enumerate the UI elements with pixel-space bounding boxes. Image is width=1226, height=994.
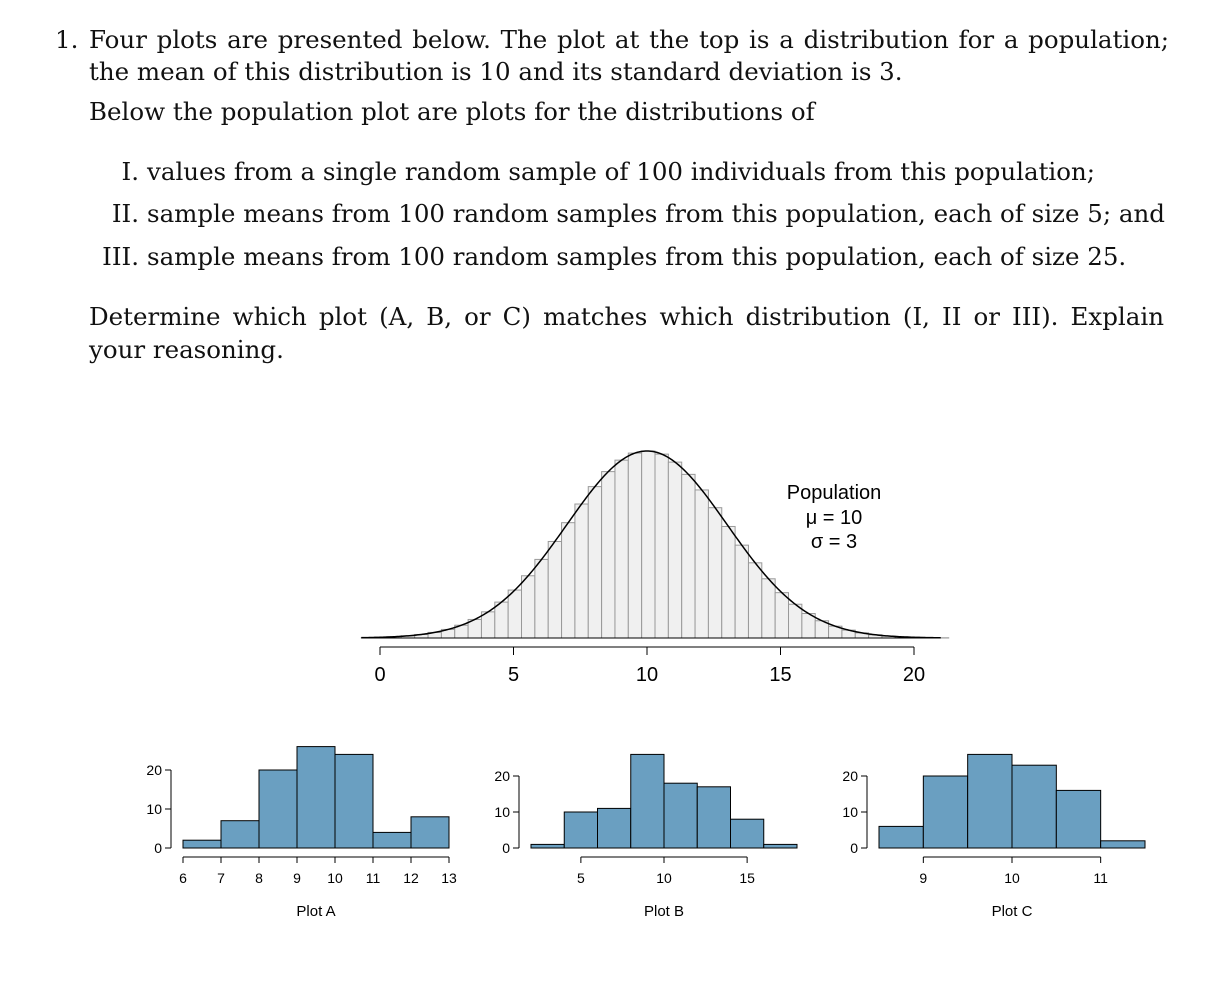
histogram-bar: [564, 812, 597, 848]
plot-label: Plot B: [643, 903, 685, 920]
x-tick-label: 5: [576, 870, 585, 886]
population-bar: [588, 487, 601, 638]
population-bar: [668, 462, 681, 638]
histogram-bar: [664, 783, 697, 848]
y-tick-label: 10: [146, 801, 162, 817]
histogram-bar: [221, 821, 259, 848]
histogram-bar: [968, 754, 1012, 848]
histogram-bar: [1101, 841, 1145, 848]
population-histogram: [361, 451, 948, 638]
population-bar: [602, 472, 615, 638]
histogram-bar: [923, 776, 967, 848]
x-tick-label: 9: [919, 870, 928, 886]
x-tick-label: 9: [293, 870, 301, 886]
histogram-bar: [411, 817, 449, 848]
plot-label: Plot A: [296, 903, 336, 920]
histogram-bar: [1056, 790, 1100, 848]
population-bar: [522, 576, 535, 638]
population-bar: [642, 451, 655, 638]
population-bar: [695, 490, 708, 638]
histogram-bar: [598, 808, 631, 848]
population-bar: [722, 526, 735, 638]
y-tick-label: 0: [502, 840, 510, 856]
y-tick-label: 0: [850, 840, 858, 856]
histogram-bar: [259, 770, 297, 848]
population-x-axis: [374, 647, 925, 686]
histogram-bar: [297, 747, 335, 848]
histogram-bar: [697, 787, 730, 848]
list-item-label: III.: [102, 242, 139, 271]
histogram-bar: [183, 840, 221, 848]
list-item-label: I.: [121, 157, 139, 186]
population-sd-label: σ = 3: [810, 531, 858, 553]
x-tick-label: 10: [656, 870, 672, 886]
intro-paragraph: Four plots are presented below. The plot at the top is a distribution for a population; the mean of this distribution is 10 and its standard deviation is 3.: [89, 25, 1169, 86]
population-bar: [775, 593, 788, 638]
population-title: Population: [786, 482, 882, 504]
population-bar: [789, 604, 802, 638]
below-paragraph: Below the population plot are plots for the distributions of: [89, 97, 815, 126]
task-paragraph: Determine which plot (A, B, or C) matches which distribution (I, II or III). Explain your reasoning.: [89, 302, 1164, 364]
histogram-bar: [631, 754, 664, 848]
histogram-bar: [879, 826, 923, 848]
population-tick-label: 15: [769, 664, 792, 686]
problem-number: 1.: [55, 25, 79, 54]
population-bar: [748, 563, 761, 638]
population-bar: [508, 590, 521, 638]
plot-c-chart: [842, 754, 1145, 920]
list-item-text: values from a single random sample of 100 individuals from this population;: [147, 157, 1096, 186]
population-bar: [682, 474, 695, 638]
histogram-bar: [764, 844, 797, 848]
population-mean-label: μ = 10: [805, 507, 863, 529]
y-tick-label: 10: [494, 804, 510, 820]
population-bar: [575, 504, 588, 638]
population-bar: [548, 541, 561, 638]
y-tick-label: 20: [842, 768, 858, 784]
plot-b-chart: [494, 754, 797, 920]
population-bar: [762, 579, 775, 638]
histogram-bar: [1012, 765, 1056, 848]
population-bar: [535, 559, 548, 638]
population-bar: [708, 508, 721, 638]
x-tick-label: 15: [739, 870, 755, 886]
population-bar: [802, 614, 815, 638]
histogram-bar: [335, 754, 373, 848]
histogram-bar: [531, 844, 564, 848]
y-tick-label: 20: [146, 762, 162, 778]
x-tick-label: 10: [1004, 870, 1020, 886]
x-tick-label: 7: [217, 870, 225, 886]
population-tick-label: 10: [635, 664, 659, 686]
list-item-text: sample means from 100 random samples from this population, each of size 5; and: [147, 199, 1165, 228]
y-tick-label: 20: [494, 768, 510, 784]
list-item-text: sample means from 100 random samples from this population, each of size 25.: [147, 242, 1127, 271]
population-legend: [787, 482, 882, 553]
plot-a-chart: [146, 747, 457, 920]
x-tick-label: 6: [179, 870, 187, 886]
histogram-bar: [373, 832, 411, 848]
population-bar: [735, 545, 748, 638]
population-bar: [495, 602, 508, 638]
population-bar: [481, 612, 494, 638]
population-tick-label: 20: [902, 664, 926, 686]
histogram-bar: [731, 819, 764, 848]
x-tick-label: 11: [1093, 870, 1108, 886]
x-tick-label: 13: [441, 870, 457, 886]
x-tick-label: 12: [403, 870, 419, 886]
population-bar: [628, 453, 641, 638]
population-tick-label: 0: [374, 664, 386, 686]
list-item-label: II.: [111, 199, 139, 228]
x-tick-label: 8: [255, 870, 263, 886]
population-bar: [615, 460, 628, 638]
y-tick-label: 0: [154, 840, 162, 856]
population-bar: [562, 523, 575, 638]
x-tick-label: 11: [365, 870, 381, 886]
y-tick-label: 10: [842, 804, 858, 820]
population-bar: [655, 454, 668, 638]
plot-label: Plot C: [991, 903, 1033, 920]
population-tick-label: 5: [507, 664, 520, 686]
x-tick-label: 10: [327, 870, 343, 886]
